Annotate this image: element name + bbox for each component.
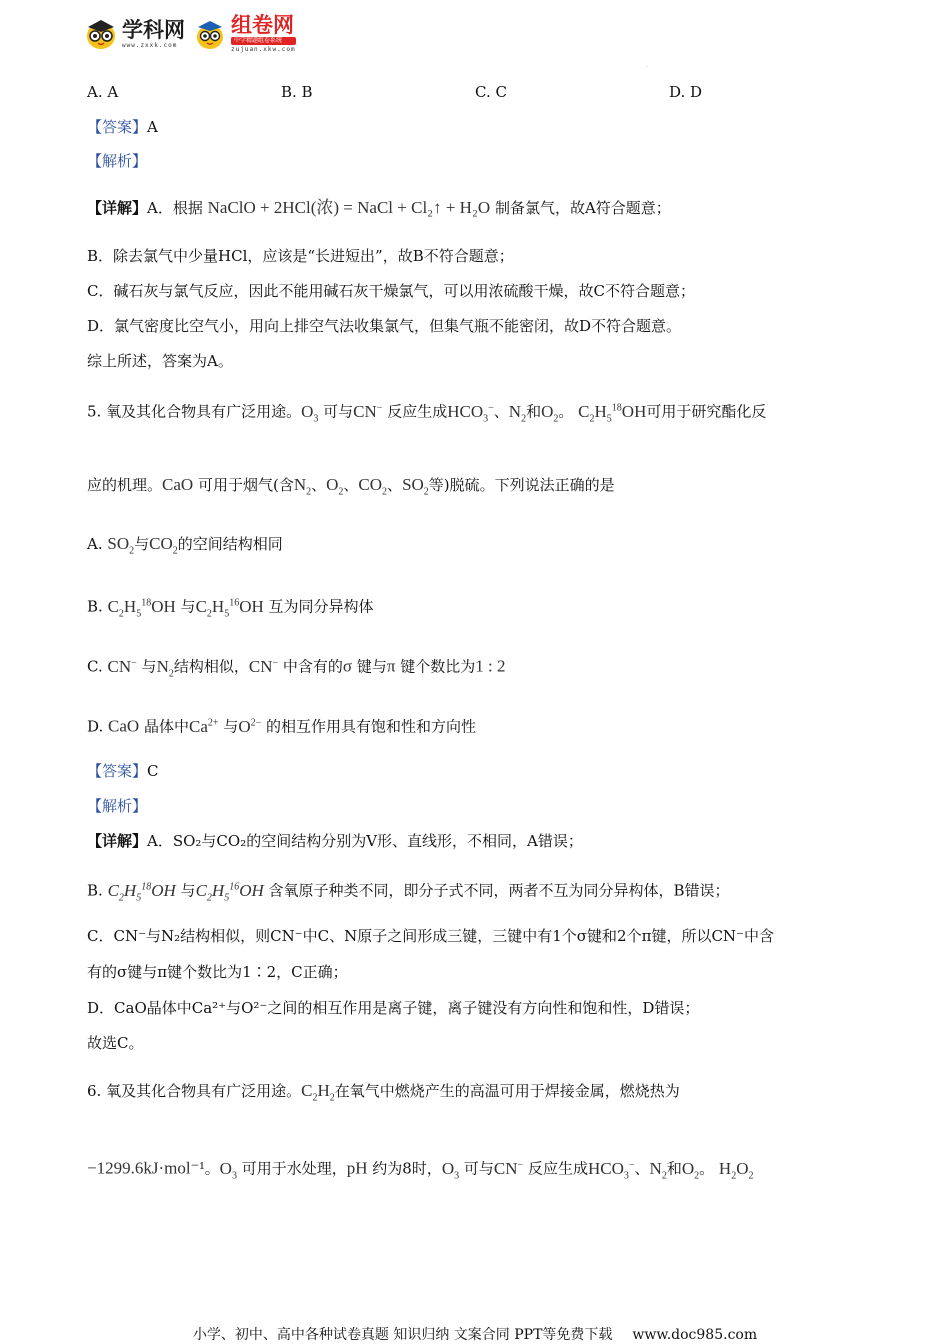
- q5-detail-b: [87, 877, 730, 908]
- q6-sep: 、: [634, 1159, 650, 1178]
- cao-formula: CaO: [162, 475, 194, 494]
- zxxk-logo-name: 学科网: [122, 17, 185, 42]
- q5-stem-2c: 等)脱硫。下列说法正确的是: [428, 476, 615, 494]
- q5-conclusion: 故选C。: [87, 1034, 144, 1052]
- opt-b-ethanol-16-formula: $C_2H_5^{16}OH$: [195, 596, 264, 620]
- q6-and: 和: [666, 1159, 682, 1178]
- q5-stem-2b: 可用于烟气(含: [197, 476, 294, 494]
- q6-stem-1b: 在氧气中燃烧产生的高温可用于焊接金属，燃烧热为: [334, 1082, 680, 1100]
- zxxk-logo: [84, 17, 185, 51]
- q6-stem-1a: 6. 氧及其化合物具有广泛用途。: [87, 1082, 302, 1100]
- q5-detail-b-label: B.: [87, 881, 103, 900]
- q5-answer-line: [87, 761, 159, 781]
- c2h2-formula: $C_2H_2$: [301, 1081, 335, 1104]
- q5-answer-label: 【答案】: [87, 762, 148, 780]
- opt-c-cn-formula-2: CN−: [248, 656, 279, 676]
- detail-b-ethanol-16-formula: $C_2H_5^{16}OH$: [195, 880, 264, 904]
- q6-stem-line-2: [87, 1155, 753, 1186]
- q5-option-d-t2: 的相互作用具有饱和性和方向性: [266, 717, 477, 736]
- hco3-formula: $HCO_3^-$: [447, 401, 494, 425]
- q6-n2-formula: $N_2$: [649, 1158, 667, 1182]
- q6-cn-formula: CN−: [493, 1158, 524, 1178]
- q5-sep: 、: [493, 402, 509, 421]
- opt-c-ratio: 1 : 2: [475, 656, 506, 676]
- zujuan-logo-banner: 中学精题组卷系统: [231, 37, 296, 45]
- q4-option-d: D. D: [669, 83, 703, 101]
- q5-option-d-label: D.: [87, 717, 104, 736]
- enthalpy-value: −1299.6kJ·mol⁻¹: [87, 1158, 205, 1178]
- q5-option-a-label: A.: [87, 535, 103, 553]
- student-mascot-icon: [193, 17, 227, 51]
- o-ion-formula: $O^{2-}$: [238, 716, 262, 736]
- n2-formula: $N_2$: [508, 401, 527, 425]
- q5-option-a-text: 的空间结构相同: [177, 535, 283, 553]
- header-logos: [84, 12, 296, 56]
- q5-kyu: 可与: [323, 402, 354, 421]
- q4-option-a: A. A: [87, 83, 119, 101]
- cn-formula: CN−: [353, 401, 383, 421]
- pi-symbol: π: [386, 656, 396, 676]
- flue-o2-formula: $O_2$: [326, 475, 344, 498]
- q5-option-c-t2: 中含有的: [282, 657, 343, 676]
- q5-stem-1: 5. 氧及其化合物具有广泛用途。: [87, 402, 302, 421]
- q6-stem-line-1: [87, 1081, 680, 1108]
- q6-period-2: 。: [699, 1159, 715, 1178]
- q6-o3-formula: $O_3$: [219, 1158, 237, 1182]
- q5-option-d-yu: 与: [223, 717, 239, 736]
- q5-option-c-label: C.: [87, 657, 103, 676]
- q6-water: 可用于水处理，: [241, 1159, 347, 1178]
- q5-option-c: [87, 653, 506, 684]
- q6-kyu: 可与: [463, 1159, 494, 1178]
- ph-symbol: pH: [346, 1158, 368, 1178]
- detail-b-ethanol-18-formula: $C_2H_5^{18}OH$: [107, 880, 176, 904]
- q5-option-b-label: B.: [87, 597, 103, 616]
- footer-url[interactable]: www.doc985.com: [632, 1327, 758, 1343]
- q6-about: 约为8时，: [372, 1159, 442, 1178]
- q5-sep-2: 、: [311, 476, 327, 494]
- opt-a-so2-formula: $SO_2$: [107, 534, 135, 557]
- o3-formula: $O_3$: [301, 401, 319, 425]
- zujuan-logo-domain: zujuan.xkw.com: [231, 46, 296, 53]
- q4-detail-c: C．碱石灰与氯气反应，因此不能用碱石灰干燥氯气，可以用浓硫酸干燥，故C不符合题意；: [87, 282, 695, 300]
- q5-option-a-yu: 与: [134, 535, 150, 553]
- scan-dot: .: [646, 62, 648, 69]
- q4-detail-label: 【详解】: [87, 199, 148, 217]
- q4-summary: 综上所述，答案为A。: [87, 352, 233, 370]
- q5-detail-c1: C．CN⁻与N₂结构相似，则CN⁻中C、N原子之间形成三键，三键中有1个σ键和2个π键，所以CN⁻中含: [87, 927, 774, 945]
- q6-o2-formula: $O_2$: [681, 1158, 700, 1182]
- q5-detail-c2: 有的σ键与π键个数比为1∶2，C正确；: [87, 963, 348, 981]
- q5-answer: C: [147, 762, 159, 780]
- flue-so2-formula: $SO_2$: [402, 475, 429, 498]
- footer-text: 小学、初中、高中各种试卷真题 知识归纳 文案合同 PPT等免费下载: [192, 1327, 613, 1343]
- ethanol-18-formula: $C_2H_5^{18}OH$: [578, 401, 647, 425]
- q5-option-c-t3: 键与: [356, 657, 387, 676]
- q4-answer-line: [87, 117, 158, 137]
- opt-d-cao-formula: CaO: [108, 716, 140, 736]
- q5-option-c-t4: 键个数比为: [400, 657, 476, 676]
- page-footer: [0, 1324, 950, 1344]
- q5-analysis-label: 【解析】: [87, 797, 148, 815]
- zxxk-logo-domain: www.zxxk.com: [122, 41, 178, 49]
- q5-sep-4: 、: [387, 476, 403, 494]
- q6-o3-formula-2: $O_3$: [441, 1158, 460, 1182]
- q6-period: 。: [204, 1159, 220, 1178]
- q5-period: 。: [558, 402, 574, 421]
- q5-stem-line-2: [87, 475, 615, 502]
- q5-detail-label: 【详解】: [87, 832, 148, 850]
- ca-ion-formula: $Ca^{2+}$: [189, 716, 219, 736]
- q4-detail-b: B．除去氯气中少量HCl，应该是“长进短出”，故B不符合题意；: [87, 247, 514, 265]
- q4-answer: A: [147, 118, 158, 136]
- q5-study: 可用于研究酯化反: [646, 402, 767, 421]
- q5-option-c-yu: 与: [141, 657, 157, 676]
- q4-detail-d: D．氯气密度比空气小，用向上排空气法收集氯气，但集气瓶不能密闭，故D不符合题意。: [87, 317, 682, 335]
- q4-analysis-label: 【解析】: [87, 152, 148, 170]
- q5-detail-a-text: A．SO₂与CO₂的空间结构分别为V形、直线形，不相同，A错误；: [147, 832, 583, 850]
- q5-option-c-t1: 结构相似，: [173, 657, 249, 676]
- q5-detail-b-yu: 与: [180, 881, 196, 900]
- q5-option-d-t1: 晶体中: [144, 717, 190, 736]
- q5-stem-line-1: [87, 398, 766, 429]
- q6-hco3-formula: $HCO_3^-$: [587, 1158, 635, 1182]
- owl-mascot-icon: [84, 17, 118, 51]
- zujuan-logo-name: 组卷网: [231, 13, 294, 37]
- o2-formula: $O_2$: [541, 401, 559, 425]
- q5-detail-a: [87, 831, 583, 851]
- q5-option-b-yu: 与: [180, 597, 196, 616]
- q4-detail-a: [87, 198, 671, 218]
- q5-detail-d: D．CaO晶体中Ca²⁺与O²⁻之间的相互作用是离子键，离子键没有方向性和饱和性，D错误；: [87, 999, 700, 1017]
- q4-reaction-formula: NaClO + 2HCl(浓) = NaCl + Cl₂↑ + H₂O: [207, 198, 491, 217]
- q5-option-d: [87, 713, 476, 737]
- flue-n2-formula: $N_2$: [293, 475, 312, 498]
- q5-stem-2a: 应的机理。: [87, 476, 163, 494]
- q5-detail-b-text: 含氧原子种类不同，即分子式不同，两者不互为同分异构体，B错误；: [268, 881, 730, 900]
- opt-b-ethanol-18-formula: $C_2H_5^{18}OH$: [107, 596, 176, 620]
- q4-answer-label: 【答案】: [87, 118, 148, 136]
- opt-c-n2-formula: $N_2$: [156, 656, 174, 680]
- q5-sep-3: 、: [343, 476, 359, 494]
- q4-detail-a-pre: A．根据: [147, 199, 203, 217]
- q4-option-c: C. C: [475, 83, 507, 101]
- q5-and: 和: [526, 402, 542, 421]
- q4-detail-a-post: 制备氯气，故A符合题意；: [494, 199, 671, 217]
- h2o2-formula: $H_2O_2$: [718, 1158, 754, 1182]
- opt-a-co2-formula: $CO_2$: [149, 534, 178, 557]
- q4-option-b: B. B: [281, 83, 313, 101]
- sigma-symbol: σ: [342, 656, 353, 676]
- q6-react: 反应生成: [527, 1159, 588, 1178]
- q5-option-b: [87, 593, 374, 624]
- flue-co2-formula: $CO_2$: [358, 475, 388, 498]
- q5-option-a: [87, 534, 283, 561]
- zujuan-logo: [193, 15, 296, 53]
- opt-c-cn-formula: CN−: [107, 656, 137, 676]
- q5-option-b-text: 互为同分异构体: [268, 597, 374, 616]
- q5-react: 反应生成: [387, 402, 448, 421]
